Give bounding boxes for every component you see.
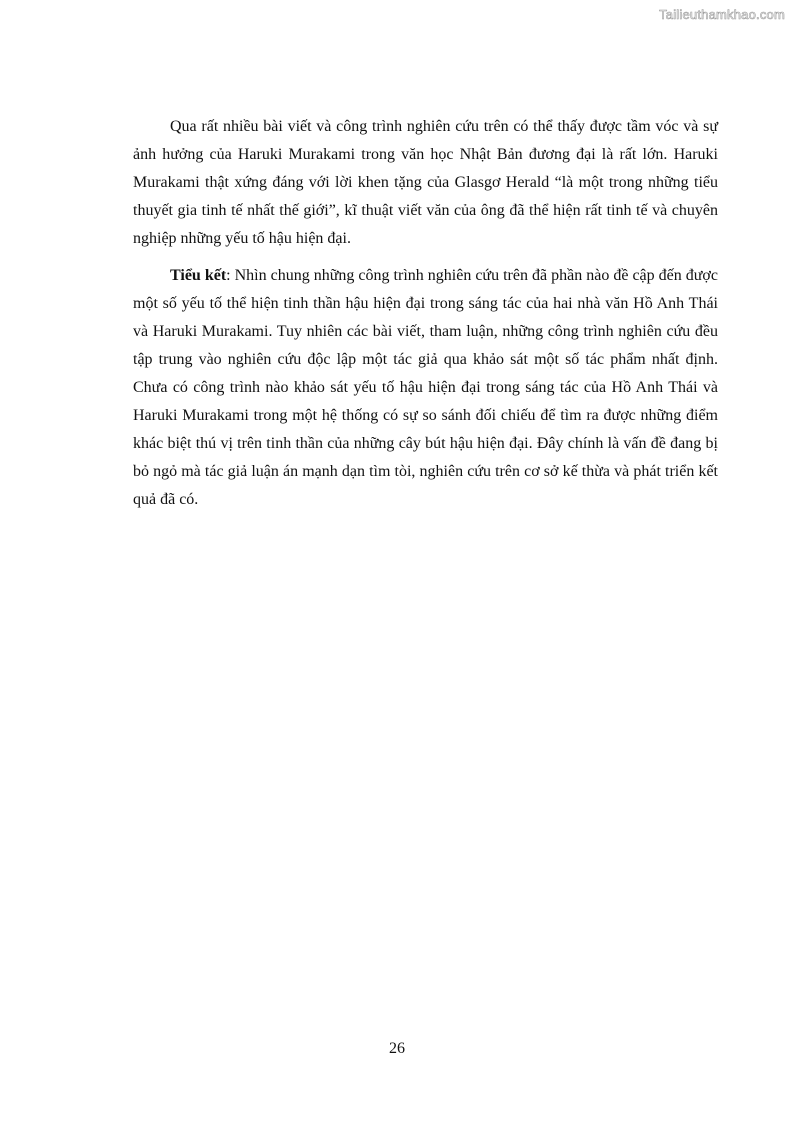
paragraph-text: Qua rất nhiều bài viết và công trình nghiên cứu trên có thể thấy được tầm vóc và sự ảnh hưởng của Haruki Murakami trong văn học Nhật Bản đương đại là rất lớn. Haruki Murakami thật xứng đáng với lời khen tặng của Glasgơ Herald “là một trong những tiểu thuyết gia tinh tế nhất thế giới”, kĩ thuật viết văn của ông đã thể hiện rất tinh tế và chuyên nghiệp những yếu tố hậu hiện đại. [133, 118, 718, 247]
paragraph-summary [133, 262, 718, 514]
page-number: 26 [389, 1040, 405, 1057]
summary-heading: Tiểu kết [170, 267, 227, 284]
document-body [133, 113, 718, 523]
watermark: Tailieuthamkhao.com [659, 7, 785, 22]
paragraph-text: : Nhìn chung những công trình nghiên cứu trên đã phần nào đề cập đến được một số yếu tố thể hiện tinh thần hậu hiện đại trong sáng tác của hai nhà văn Hồ Anh Thái và Haruki Murakami. Tuy nhiên các bài viết, tham luận, những công trình nghiên cứu đều tập trung vào nghiên cứu độc lập một tác giả qua khảo sát một số tác phẩm nhất định. Chưa có công trình nào khảo sát yếu tố hậu hiện đại trong sáng tác của Hồ Anh Thái và Haruki Murakami trong một hệ thống có sự so sánh đối chiếu để tìm ra được những điểm khác biệt thú vị trên tinh thần của những cây bút hậu hiện đại. Đây chính là vấn đề đang bị bỏ ngỏ mà tác giả luận án mạnh dạn tìm tòi, nghiên cứu trên cơ sở kế thừa và phát triển kết quả đã có. [133, 267, 718, 508]
paragraph-murakami-influence [133, 113, 718, 253]
